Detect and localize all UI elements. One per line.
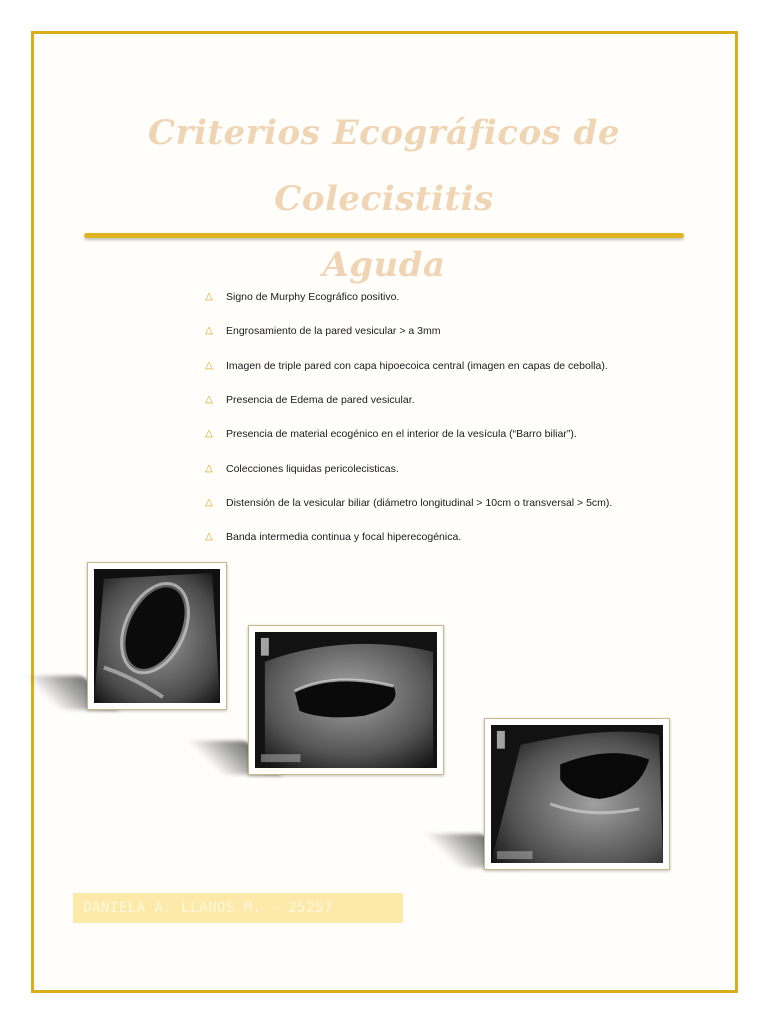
triangle-outline-icon: △	[205, 359, 213, 371]
criteria-text: Engrosamiento de la pared vesicular > a 3mm	[226, 325, 441, 338]
criteria-text: Imagen de triple pared con capa hipoecoica central (imagen en capas de cebolla).	[226, 359, 608, 372]
list-item	[204, 314, 704, 348]
criteria-text: Distensión de la vesicular biliar (diámetro longitudinal > 10cm o transversal > 5cm).	[226, 496, 613, 509]
ultrasound-image-3	[484, 718, 670, 870]
triangle-outline-icon: △	[205, 531, 213, 543]
list-item	[204, 383, 704, 417]
title-line-1: Criterios Ecográficos de Colecistitis	[147, 113, 621, 219]
triangle-outline-icon: △	[205, 462, 213, 474]
criteria-text: Banda intermedia continua y focal hiperecogénica.	[226, 531, 462, 544]
criteria-text: Colecciones liquidas pericolecisticas.	[226, 462, 399, 475]
list-item	[204, 486, 704, 520]
ultrasound-image-2	[248, 625, 444, 775]
triangle-outline-icon: △	[205, 325, 213, 337]
author-footer: DANIELA A. LLANOS M. - 25257	[73, 893, 403, 923]
triangle-outline-icon: △	[205, 496, 213, 508]
title-divider	[84, 233, 684, 238]
criteria-list	[204, 280, 704, 554]
list-item	[204, 451, 704, 485]
list-item	[204, 417, 704, 451]
title-line-2: Aguda	[322, 245, 446, 285]
page-title	[40, 100, 728, 298]
triangle-outline-icon: △	[205, 394, 213, 406]
triangle-outline-icon: △	[205, 291, 213, 303]
criteria-text: Signo de Murphy Ecográfico positivo.	[226, 291, 400, 304]
triangle-outline-icon: △	[205, 428, 213, 440]
ultrasound-image-1	[87, 562, 227, 710]
criteria-text: Presencia de material ecogénico en el interior de la vesícula (“Barro biliar”).	[226, 428, 577, 441]
list-item	[204, 280, 704, 314]
list-item	[204, 520, 704, 554]
list-item	[204, 349, 704, 383]
criteria-text: Presencia de Edema de pared vesicular.	[226, 394, 415, 407]
